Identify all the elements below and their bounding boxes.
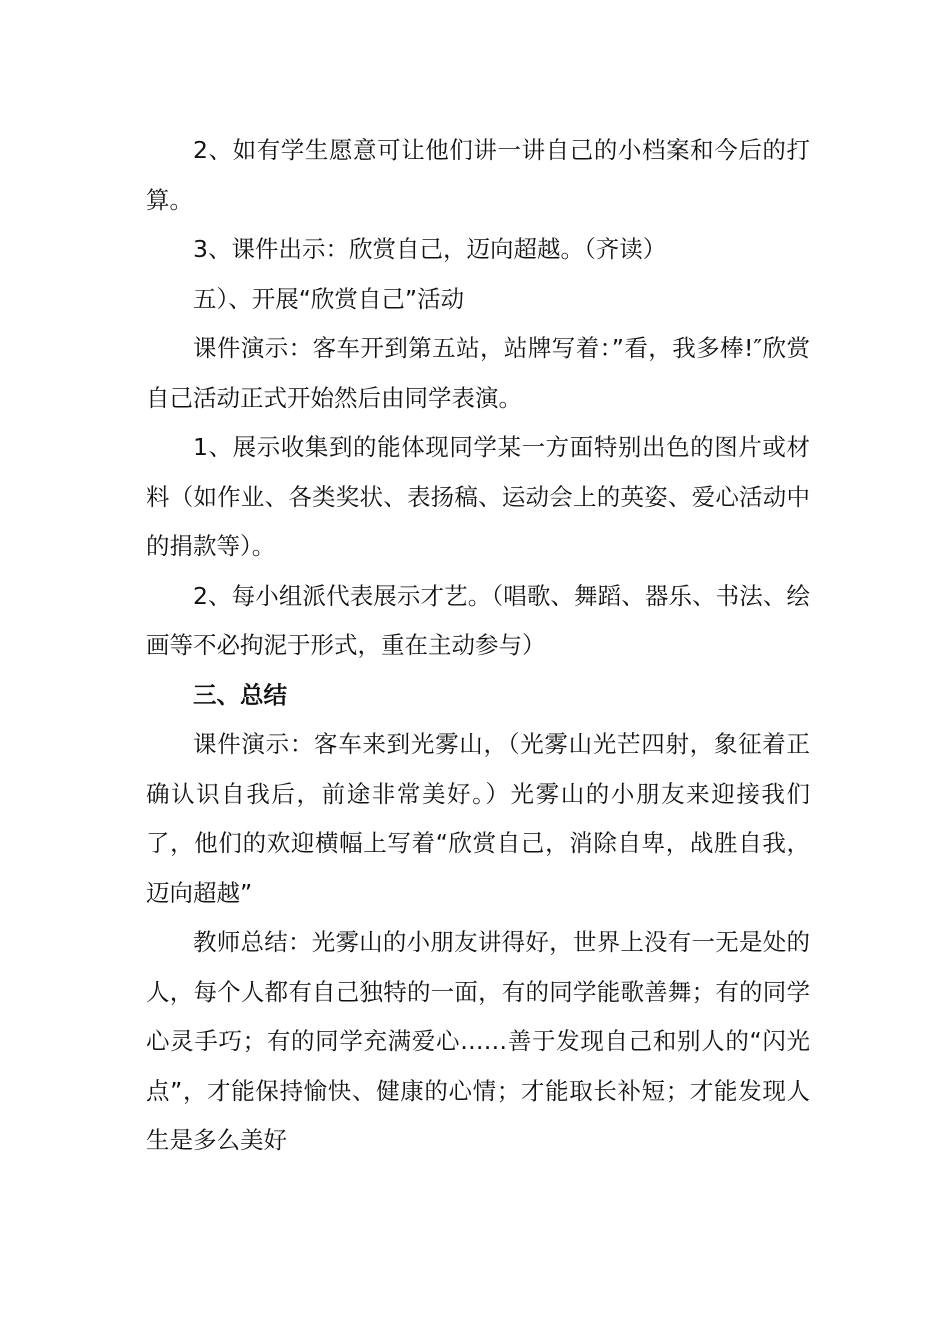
paragraph-courseware-show: 3、课件出示：欣赏自己，迈向超越。（齐读） xyxy=(193,235,667,263)
section-heading-summary: 三、总结 xyxy=(193,680,287,709)
paragraph-teacher-summary: 教师总结：光雾山的小朋友讲得好，世界上没有一无是处的人，每个人都有自己独特的一面，有的同学能歌善舞；有的同学心灵手巧；有的同学充满爱心……善于发现自己和别人的“闪光点”，才能保持愉快、健康的心情；才能取长补短；才能发现人生是多么美好 xyxy=(146,928,810,1154)
paragraph-show-materials: 1、展示收集到的能体现同学某一方面特别出色的图片或材料（如作业、各类奖状、表扬稿、运动会上的英姿、爱心活动中的捐款等）。 xyxy=(146,433,810,560)
paragraph-group-talent: 2、每小组派代表展示才艺。（唱歌、舞蹈、器乐、书法、绘画等不必拘泥于形式，重在主动参与） xyxy=(146,581,810,659)
paragraph-student-plans: 2、如有学生愿意可让他们讲一讲自己的小档案和今后的打算。 xyxy=(146,136,810,214)
document-body xyxy=(146,126,810,1166)
paragraph-guangwu-mountain: 课件演示：客车来到光雾山，（光雾山光芒四射，象征着正确认识自我后，前途非常美好。）光雾山的小朋友来迎接我们了，他们的欢迎横幅上写着“欣赏自己，消除自卑，战胜自我，迈向超越” xyxy=(146,730,810,907)
paragraph-activity-title: 五）、开展“欣赏自己”活动 xyxy=(193,284,465,313)
paragraph-fifth-stop: 课件演示：客车开到第五站，站牌写着：”看，我多棒!″欣赏自己活动正式开始然后由同学表演。 xyxy=(146,334,810,412)
